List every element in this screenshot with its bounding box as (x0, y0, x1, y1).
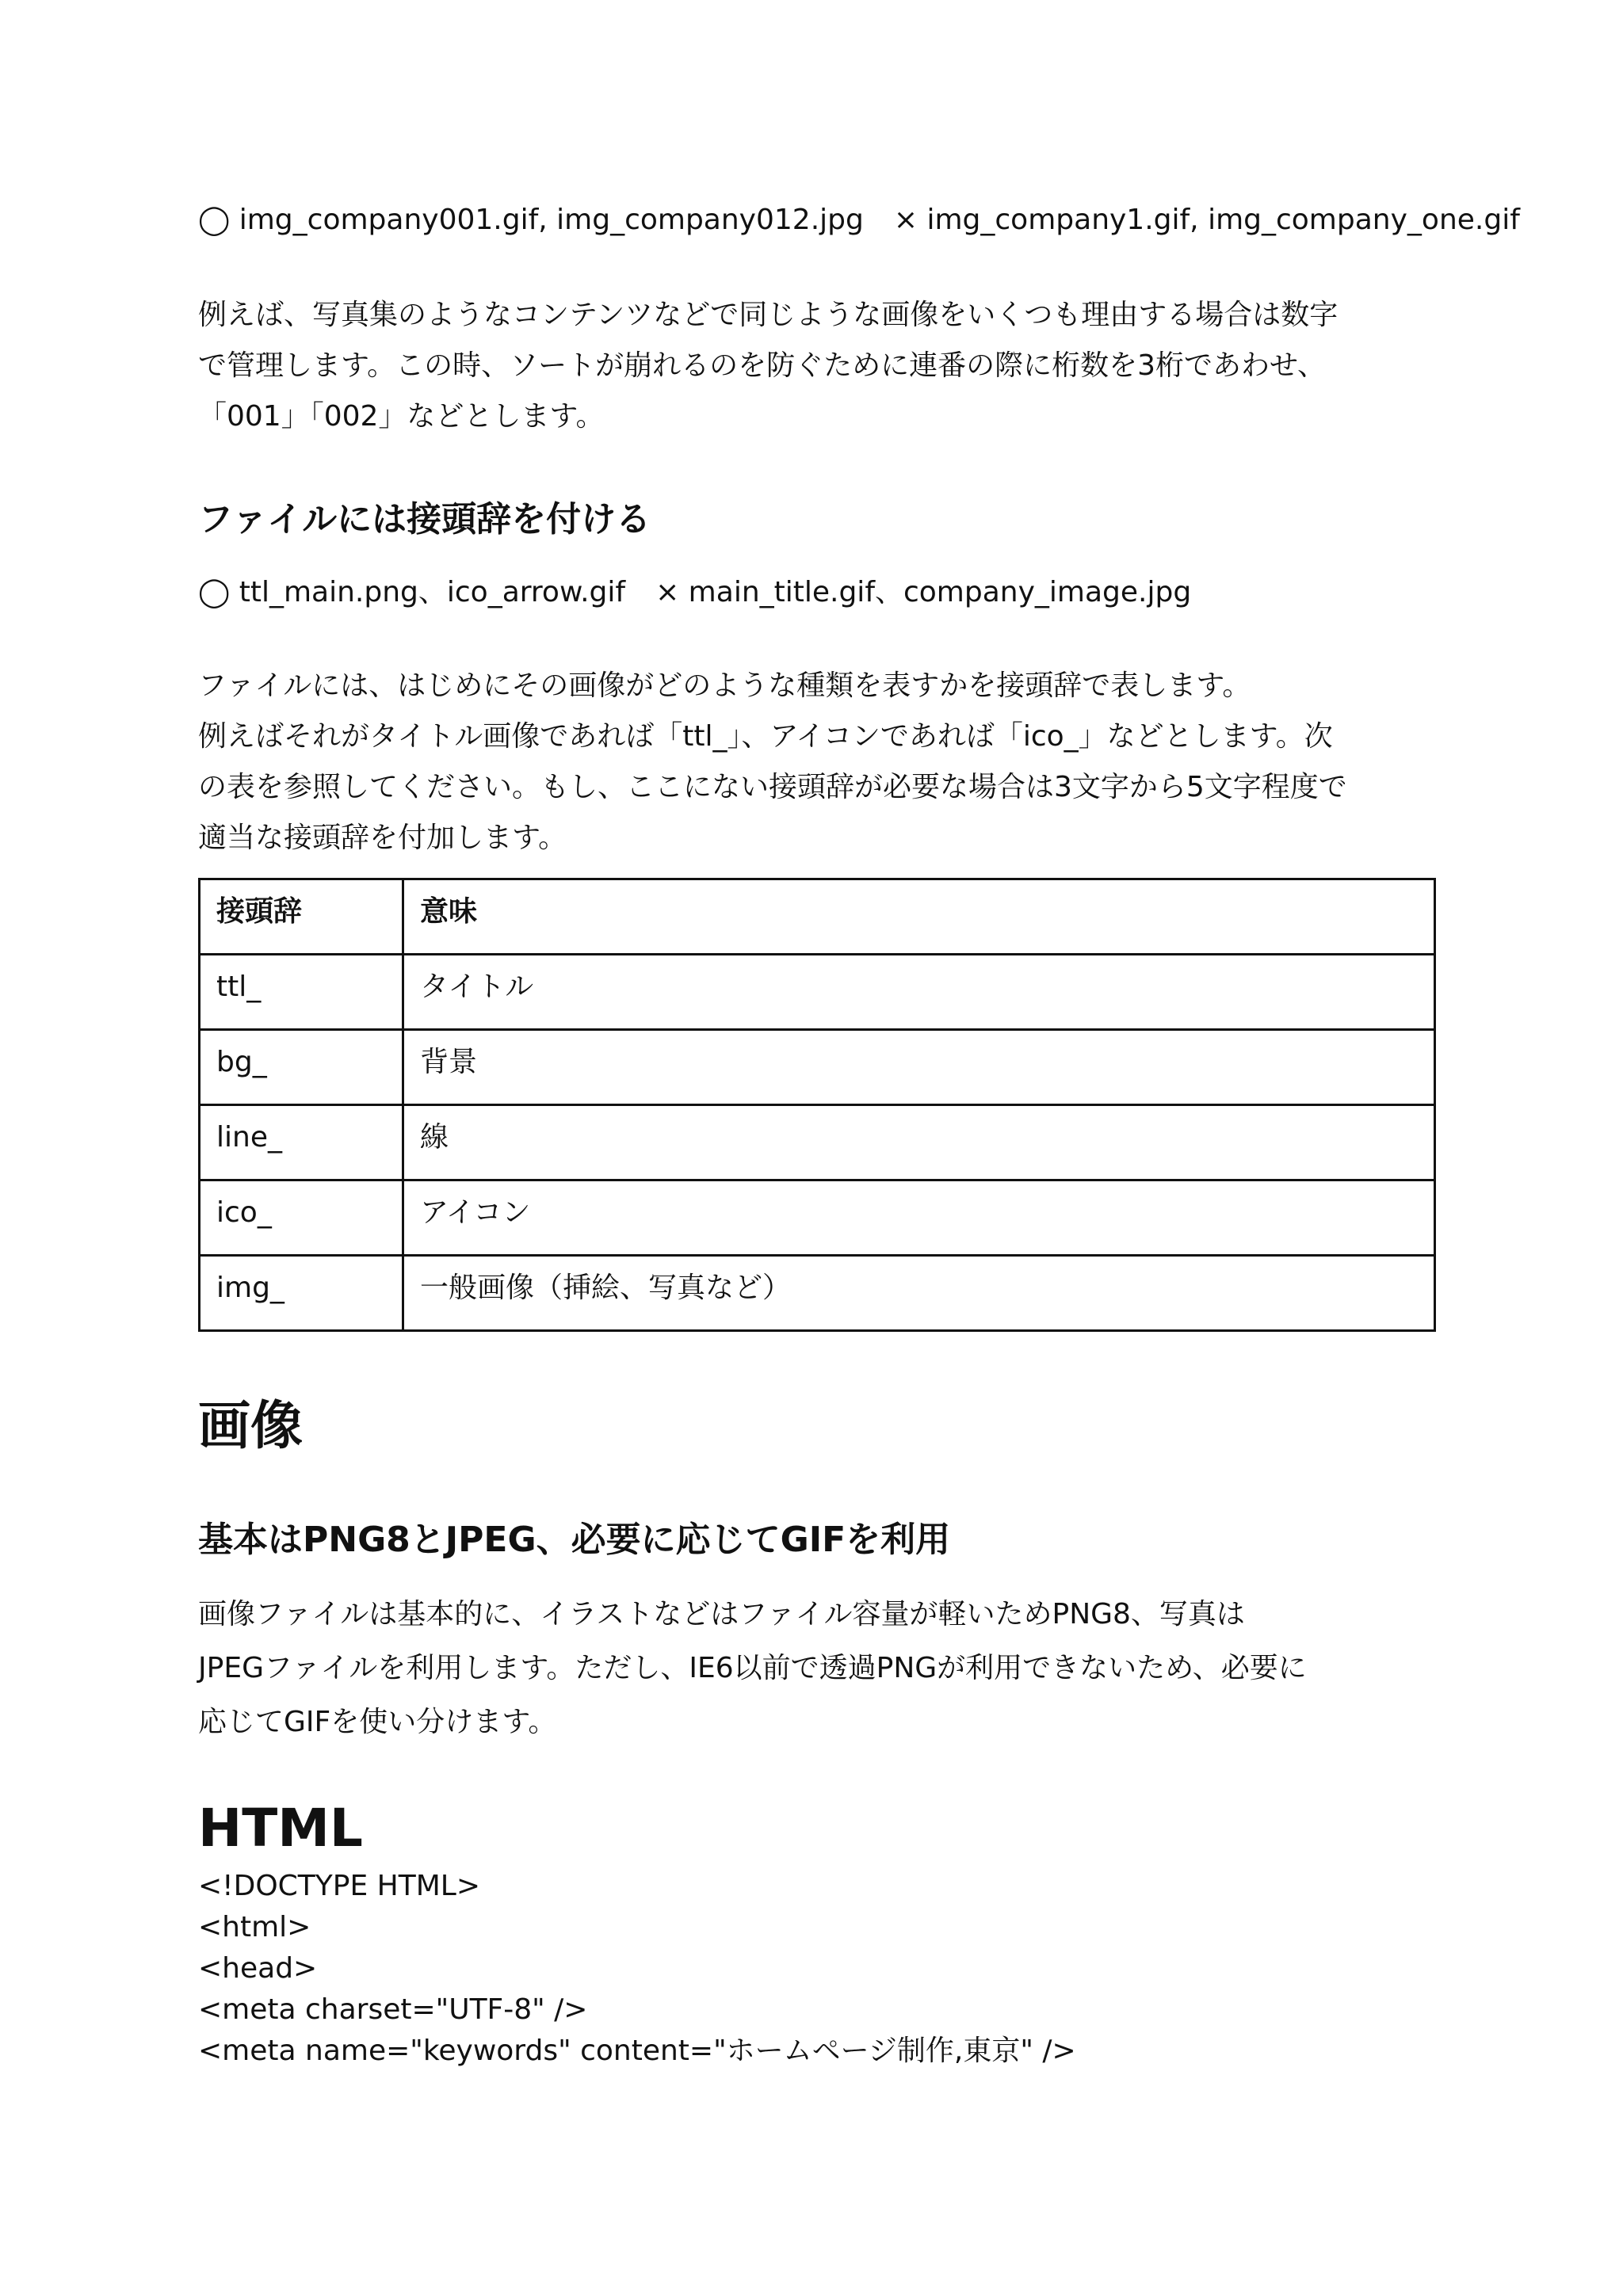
good-example: ◯ img_company001.gif, img_company012.jpg (198, 204, 864, 236)
code-block (198, 1866, 1076, 2072)
table-header-cell: 接頭辞 (200, 879, 403, 955)
bad-example: × img_company1.gif, img_company_one.gif (893, 204, 1520, 236)
table-cell-meaning: 背景 (403, 1030, 1435, 1105)
paragraph-line: で管理します。この時、ソートが崩れるのを防ぐために連番の際に桁数を3桁であわせ、 (198, 349, 1326, 382)
table-row (200, 955, 1435, 1030)
table-row (200, 1105, 1435, 1180)
code-line: <meta name="keywords" content="ホームページ制作,東京" /> (198, 2035, 1076, 2067)
table-cell-meaning: 一般画像（挿絵、写真など） (403, 1256, 1435, 1331)
paragraph-line: 「001」「002」などとします。 (198, 400, 605, 433)
table-header-row (200, 879, 1435, 955)
prefix-example (198, 575, 1191, 610)
section-heading-format: 基本はPNG8とJPEG、必要に応じてGIFを利用 (198, 1520, 951, 1560)
table-cell-meaning: タイトル (403, 955, 1435, 1030)
code-line: <!DOCTYPE HTML> (198, 1870, 481, 1902)
table-cell-prefix: ttl_ (200, 955, 403, 1030)
table-cell-meaning: アイコン (403, 1180, 1435, 1256)
paragraph-line: ファイルには、はじめにその画像がどのような種類を表すかを接頭辞で表します。 (198, 669, 1251, 702)
paragraph-line: 画像ファイルは基本的に、イラストなどはファイル容量が軽いためPNG8、写真は (198, 1598, 1245, 1630)
table-cell-prefix: ico_ (200, 1180, 403, 1256)
paragraph-line: の表を参照してください。もし、ここにない接頭辞が必要な場合は3文字から5文字程度で (198, 771, 1347, 803)
section-heading-prefix: ファイルには接頭辞を付ける (198, 499, 651, 540)
table-cell-meaning: 線 (403, 1105, 1435, 1180)
paragraph-line: 例えばそれがタイトル画像であれば「ttl_」、アイコンであれば「ico_」などとします。次 (198, 720, 1333, 753)
bad-example: × main_title.gif、company_image.jpg (655, 576, 1192, 608)
section-heading-image: 画像 (198, 1395, 303, 1456)
paragraph-line: 応じてGIFを使い分けます。 (198, 1706, 557, 1738)
table-cell-prefix: bg_ (200, 1030, 403, 1105)
table-row (200, 1030, 1435, 1105)
code-line: <meta charset="UTF-8" /> (198, 1993, 588, 2026)
section-heading-html: HTML (198, 1798, 363, 1859)
paragraph-line: 例えば、写真集のようなコンテンツなどで同じような画像をいくつも理由する場合は数字 (198, 299, 1338, 331)
table-header-cell: 意味 (403, 879, 1435, 955)
paragraph-line: JPEGファイルを利用します。ただし、IE6以前で透過PNGが利用できないため、必要に (198, 1652, 1307, 1684)
good-example: ◯ ttl_main.png、ico_arrow.gif (198, 576, 626, 608)
table-cell-prefix: img_ (200, 1256, 403, 1331)
prefix-table (198, 878, 1436, 1332)
code-line: <head> (198, 1952, 318, 1985)
table-row (200, 1180, 1435, 1256)
paragraph-line: 適当な接頭辞を付加します。 (198, 822, 567, 854)
code-line: <html> (198, 1911, 311, 1943)
table-row (200, 1256, 1435, 1331)
naming-example (198, 203, 1520, 238)
table-cell-prefix: line_ (200, 1105, 403, 1180)
